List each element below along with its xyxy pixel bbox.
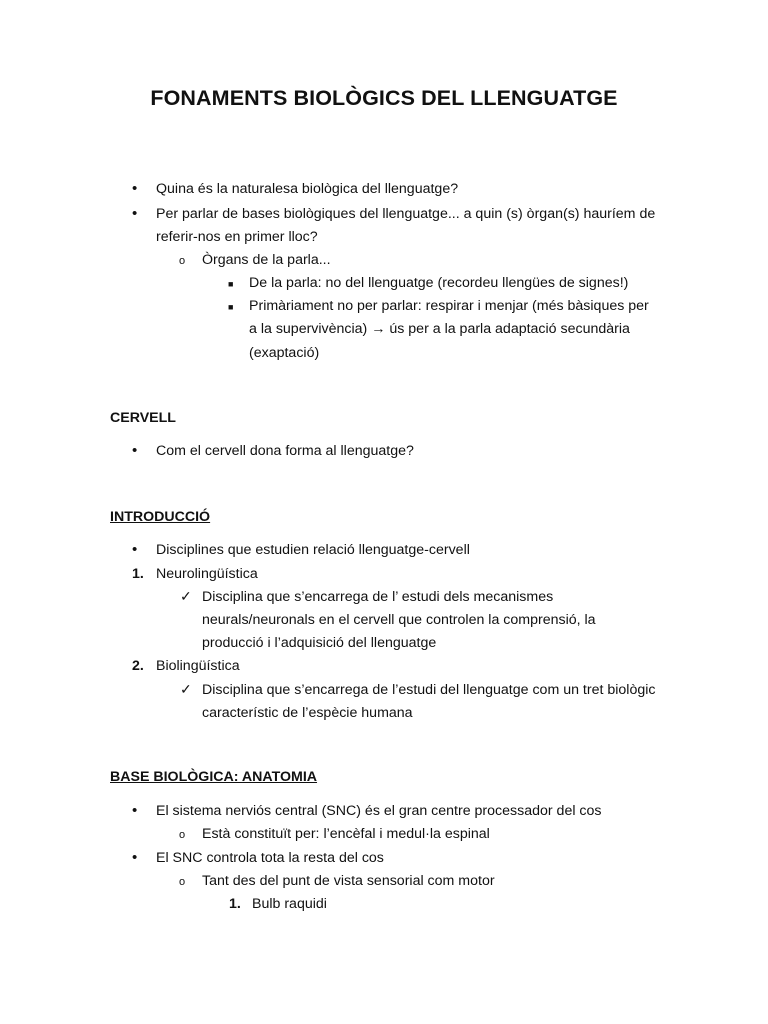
list-number: 1. (132, 566, 144, 582)
sub-sub-list-item-continuation: (exaptació) (249, 345, 320, 361)
checkmark-icon: ✓ (180, 588, 192, 604)
numbered-item: Biolingüística (156, 658, 240, 674)
list-item-continuation: referir-nos en primer lloc? (156, 229, 318, 245)
list-number: 1. (229, 896, 241, 912)
list-item: El sistema nerviós central (SNC) és el gran centre processador del cos (156, 803, 602, 819)
sub-list-item: Òrgans de la parla... (202, 252, 331, 268)
list-number: 2. (132, 658, 144, 674)
bullet-icon: • (132, 541, 138, 558)
sub-sub-list-item: De la parla: no del llenguatge (recordeu llengües de signes!) (249, 275, 629, 291)
list-item: Com el cervell dona forma al llenguatge? (156, 443, 414, 459)
sub-list-item: Està constituït per: l’encèfal i medul·la espinal (202, 826, 490, 842)
hollow-circle-icon: o (179, 876, 186, 888)
check-item-continuation: característic de l’espècie humana (202, 705, 413, 721)
section-heading-introduccio: INTRODUCCIÓ (110, 509, 211, 525)
section-heading-cervell: CERVELL (110, 410, 176, 426)
square-bullet-icon: ■ (228, 279, 234, 289)
list-item: El SNC controla tota la resta del cos (156, 850, 384, 866)
list-item: Disciplines que estudien relació llenguatge-cervell (156, 542, 470, 558)
numbered-sub-item: Bulb raquidi (252, 896, 327, 912)
section-heading-anatomia: BASE BIOLÒGICA: ANATOMIA (110, 769, 318, 785)
bullet-icon: • (132, 849, 138, 866)
list-item: Per parlar de bases biològiques del llenguatge... a quin (s) òrgan(s) hauríem de (156, 206, 656, 222)
sub-sub-list-item-continuation: a la supervivència) → ús per a la parla adaptació secundària (249, 321, 630, 337)
bullet-icon: • (132, 442, 138, 459)
check-item: Disciplina que s’encarrega de l’ estudi dels mecanismes (202, 589, 554, 605)
sub-sub-list-item: Primàriament no per parlar: respirar i menjar (més bàsiques per (249, 298, 649, 314)
hollow-circle-icon: o (179, 829, 186, 841)
hollow-circle-icon: o (179, 255, 186, 267)
bullet-icon: • (132, 180, 138, 197)
numbered-item: Neurolingüística (156, 566, 258, 582)
bullet-icon: • (132, 205, 138, 222)
check-item-continuation: neurals/neuronals en el cervell que controlen la comprensió, la (202, 612, 596, 628)
check-item-continuation: producció i l’adquisició del llenguatge (202, 635, 437, 651)
checkmark-icon: ✓ (180, 681, 192, 697)
bullet-icon: • (132, 802, 138, 819)
list-item: Quina és la naturalesa biològica del llenguatge? (156, 181, 459, 197)
check-item: Disciplina que s’encarrega de l’estudi del llenguatge com un tret biològic (202, 682, 656, 698)
page-title: FONAMENTS BIOLÒGICS DEL LLENGUATGE (150, 86, 618, 110)
square-bullet-icon: ■ (228, 302, 234, 312)
sub-list-item: Tant des del punt de vista sensorial com motor (202, 873, 495, 889)
